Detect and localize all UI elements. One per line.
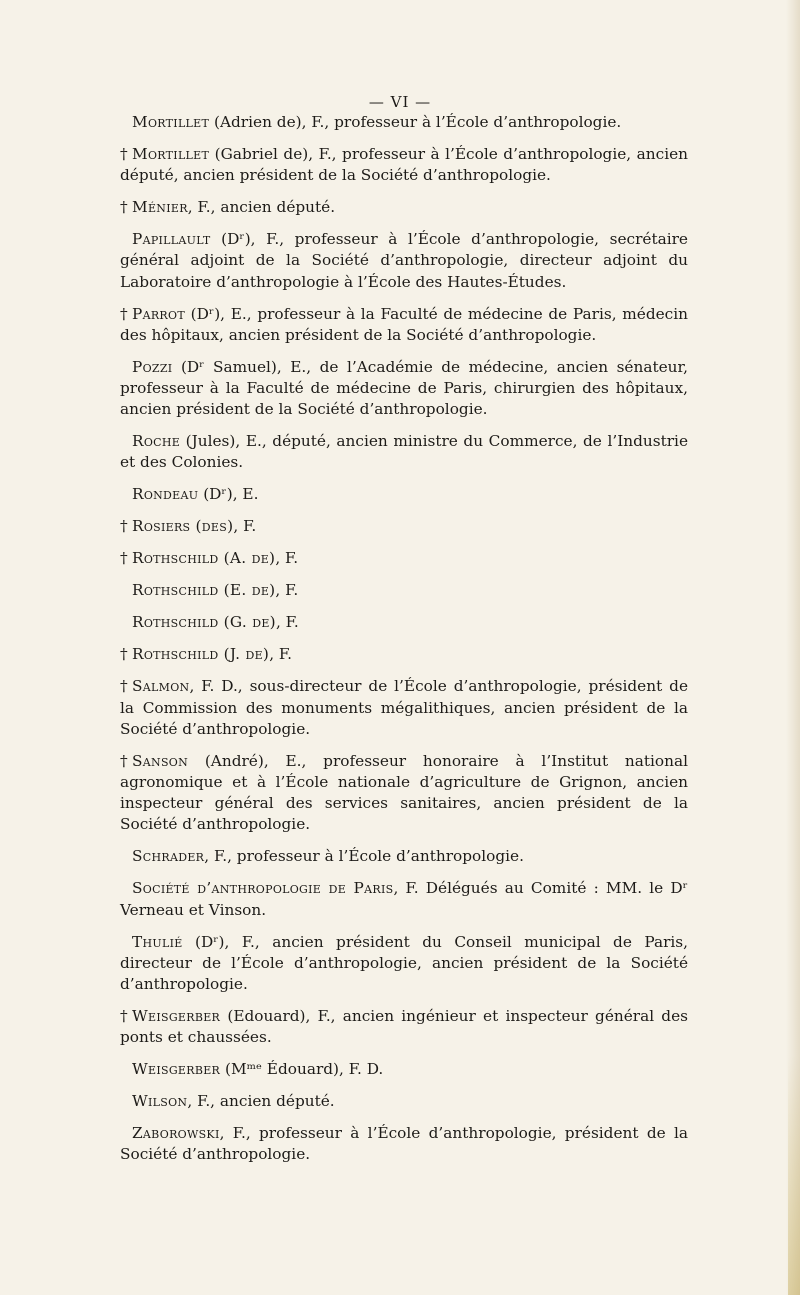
list-item: [120, 431, 688, 473]
member-details: , F.: [233, 517, 257, 536]
member-details: , F.: [269, 645, 293, 664]
member-name: Rothschild (J. de): [132, 645, 270, 664]
member-details: (Adrien de), F., professeur à l’École d’anthropologie.: [209, 113, 622, 131]
list-item: [120, 197, 688, 218]
list-item: [120, 612, 688, 633]
member-details: (Gabriel de), F., professeur à l’École d’anthropologie, ancien député, ancien président de la Société d’anthropologie.: [120, 145, 688, 185]
member-details: (Dʳ), F., professeur à l’École d’anthropologie, secrétaire général adjoint de la Société d’anthropologie, directeur adjoint du Laboratoire d’anthropologie à l’École des Hautes-Études.: [120, 230, 688, 291]
dagger-mark: †: [120, 1007, 128, 1026]
member-name: Ménier: [132, 198, 188, 217]
member-details: , F., professeur à l’École d’anthropologie, président de la Société d’anthropologie.: [120, 1124, 688, 1164]
member-name: Rosiers (des): [132, 517, 234, 536]
member-list: [120, 112, 688, 1176]
member-details: (Mᵐᵉ Édouard), F. D.: [220, 1060, 384, 1079]
list-item: [120, 144, 688, 186]
member-name: Parrot: [132, 304, 185, 323]
list-item: [120, 676, 688, 740]
member-details: (Edouard), F., ancien ingénieur et inspecteur général des ponts et chaussées.: [120, 1007, 688, 1047]
member-details: , F.: [275, 613, 299, 632]
member-details: (Dʳ Samuel), E., de l’Académie de médecine, ancien sénateur, professeur à la Faculté de médecine de Paris, chirurgien des hôpitaux, ancien président de la Société d’anthropologie.: [120, 357, 688, 419]
member-details: (Dʳ), F., ancien président du Conseil municipal de Paris, directeur de l’École d’anthropologie, ancien président de la Société d’anthropologie.: [120, 932, 688, 994]
list-item: [120, 516, 688, 537]
member-name: Rothschild (G. de): [132, 613, 276, 632]
dagger-mark: †: [120, 198, 128, 217]
list-item: [120, 229, 688, 293]
list-item: [120, 112, 688, 133]
member-details: , F., ancien député.: [187, 1092, 335, 1111]
member-details: (Jules), E., député, ancien ministre du Commerce, de l’Industrie et des Colonies.: [120, 432, 688, 472]
dagger-mark: †: [120, 145, 128, 163]
member-name: Mortillet: [132, 145, 210, 163]
member-name: Weisgerber: [132, 1007, 221, 1026]
member-details: , F., ancien député.: [187, 198, 336, 217]
list-item: [120, 846, 688, 867]
member-name: Roche: [132, 432, 181, 451]
member-name: Mortillet: [132, 113, 210, 131]
list-item: [120, 644, 688, 665]
list-item: [120, 1059, 688, 1080]
list-item: [120, 1006, 688, 1048]
page-edge-stain: [788, 1055, 800, 1295]
member-details: , F. D., sous-directeur de l’École d’anthropologie, président de la Commission des monuments mégalithiques, ancien président de la Société d’anthropologie.: [120, 677, 688, 738]
member-details: (Dʳ), E.: [198, 485, 259, 504]
dagger-mark: †: [120, 677, 128, 696]
list-item: [120, 1123, 688, 1165]
member-name: Schrader: [132, 847, 205, 866]
list-item: [120, 1091, 688, 1112]
member-name: Rothschild (A. de): [132, 549, 276, 568]
member-name: Papillault: [132, 230, 211, 249]
list-item: [120, 932, 688, 996]
dagger-mark: †: [120, 517, 128, 536]
list-item: [120, 878, 688, 920]
member-name: Salmon: [132, 677, 190, 696]
dagger-mark: †: [120, 304, 128, 323]
member-details: , F.: [275, 549, 299, 568]
list-item: [120, 751, 688, 836]
page-number-header: — VI —: [368, 93, 432, 111]
member-details: , F. Délégués au Comité : MM. le Dʳ Verneau et Vinson.: [120, 879, 688, 919]
member-name: Zaborowski: [132, 1124, 220, 1143]
member-name: Société d’anthropologie de Paris: [132, 879, 394, 898]
member-name: Sanson: [132, 751, 189, 770]
member-name: Pozzi: [132, 357, 173, 376]
list-item: [120, 580, 688, 601]
dagger-mark: †: [120, 645, 128, 664]
member-name: Rondeau: [132, 485, 199, 504]
member-details: (André), E., professeur honoraire à l’Institut national agronomique et à l’École nationale d’agriculture de Grignon, ancien inspecteur général des services sanitaires, ancien président de la Société d’anthropologie.: [120, 751, 688, 834]
member-name: Wilson: [132, 1092, 188, 1111]
list-item: [120, 484, 688, 505]
member-details: , F.: [275, 581, 299, 600]
dagger-mark: †: [120, 549, 128, 568]
list-item: [120, 357, 688, 421]
member-name: Weisgerber: [132, 1060, 221, 1079]
member-details: , F., professeur à l’École d’anthropologie.: [204, 847, 524, 866]
list-item: [120, 304, 688, 346]
dagger-mark: †: [120, 751, 128, 770]
list-item: [120, 548, 688, 569]
member-name: Thulié: [132, 932, 183, 951]
member-details: (Dʳ), E., professeur à la Faculté de médecine de Paris, médecin des hôpitaux, ancien président de la Société d’anthropologie.: [120, 304, 688, 344]
member-name: Rothschild (E. de): [132, 581, 276, 600]
